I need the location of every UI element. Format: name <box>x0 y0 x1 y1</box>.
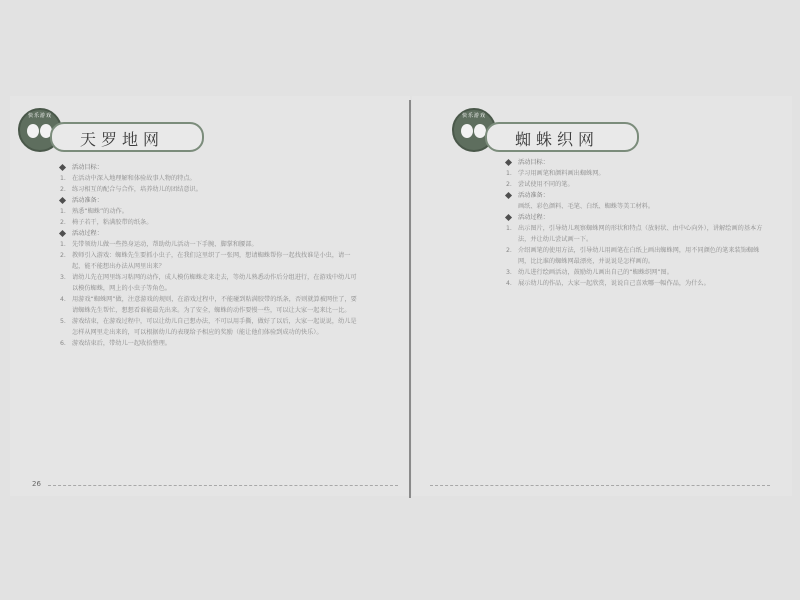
list-item-number: 1. <box>506 225 512 232</box>
section <box>506 157 768 190</box>
list-item-number: 1. <box>60 208 66 215</box>
right-page-content <box>506 157 768 289</box>
left-page-content <box>60 162 360 349</box>
list-item-text: 游戏结束，在游戏过程中，可以让幼儿自己想办法，不可以用手撕，做好了以后，大家一起说说，幼儿是怎样从网里走出来的，可以根据幼儿的表现给予相应的奖励（能让他们体验到成功的快乐）。 <box>72 318 357 336</box>
list-item-text: 先带领幼儿做一些热身运动，帮助幼儿活动一下手腕、脚掌和腰部。 <box>72 241 258 248</box>
section <box>506 190 768 212</box>
right-page-title: 蜘蛛织网 <box>515 130 600 149</box>
list-item-number: 2. <box>60 252 66 259</box>
section-text: 画纸、彩色颜料、毛笔、白纸、蜘蛛等美工材料。 <box>518 203 655 210</box>
list-item <box>506 179 768 190</box>
section-heading-text: 活动准备： <box>72 197 103 204</box>
book-gutter <box>409 100 411 498</box>
section-heading <box>60 162 360 173</box>
child-face-icon <box>27 124 39 138</box>
list-item-number: 1. <box>60 175 66 182</box>
list-item <box>60 316 360 338</box>
list-item <box>60 184 360 195</box>
section <box>60 228 360 349</box>
list-item-number: 2. <box>506 247 512 254</box>
section-heading <box>60 195 360 206</box>
list-item-text: 出示图片，引导幼儿观察蜘蛛网的形状和特点（放射状、由中心向外），讲解绘画的基本方法，并让幼儿尝试画一下。 <box>518 225 763 243</box>
list-item-number: 2. <box>506 181 512 188</box>
diamond-bullet-icon <box>505 192 512 199</box>
list-item-number: 2. <box>60 219 66 226</box>
badge-caption: 快乐游戏 <box>461 113 486 119</box>
list-item-number: 5. <box>60 318 66 325</box>
section <box>506 212 768 289</box>
list-item-number: 3. <box>60 274 66 281</box>
child-face-icon <box>461 124 473 138</box>
list-item <box>506 223 768 245</box>
left-title-banner <box>50 122 204 152</box>
list-item-number: 4. <box>506 280 512 287</box>
section <box>60 162 360 195</box>
left-page-title: 天罗地网 <box>80 130 165 149</box>
list-item <box>60 272 360 294</box>
list-item-number: 3. <box>506 269 512 276</box>
list-item-text: 在活动中深入地理解和体验故事人物的特点。 <box>72 175 196 182</box>
list-item <box>506 278 768 289</box>
list-item <box>60 239 360 250</box>
section-heading <box>506 157 768 168</box>
list-item-text: 游戏结束后，带幼儿一起收拾整理。 <box>72 340 171 347</box>
footer-divider <box>430 485 770 486</box>
list-item-text: 请幼儿先在网里练习粘网的动作，成人模仿蜘蛛走来走去，等幼儿熟悉动作后分组进行，在游戏中幼儿可以模仿蜘蛛，网上的小虫子等角色。 <box>72 274 357 292</box>
footer-divider <box>48 485 398 486</box>
section-heading-text: 活动准备： <box>518 192 549 199</box>
section-heading-text: 活动目标： <box>72 164 103 171</box>
list-item-number: 1. <box>60 241 66 248</box>
list-item-text: 用游戏“蜘蛛网”做，注意游戏的规则，在游戏过程中，不能碰到粘满胶带的纸条，否则就算被网住了，要请蜘蛛先生帮忙，想想看谁能最先出来。为了安全，蜘蛛的动作要慢一些，可以让大家一起来比一比。 <box>72 296 357 314</box>
section-heading <box>506 190 768 201</box>
list-item-text: 椅子若干，粘满胶带的纸条。 <box>72 219 153 226</box>
list-item-text: 介绍画笔的使用方法，引导幼儿用画笔在白纸上画出蜘蛛网，用不同颜色的笔来装饰蜘蛛网，比比谁的蜘蛛网最漂亮，并说说是怎样画的。 <box>518 247 760 265</box>
list-item <box>60 217 360 228</box>
diamond-bullet-icon <box>59 164 66 171</box>
list-item-number: 1. <box>506 170 512 177</box>
right-page <box>412 96 792 496</box>
section-heading <box>60 228 360 239</box>
badge-caption: 快乐游戏 <box>27 113 52 119</box>
page-number: 26 <box>32 480 41 488</box>
list-item <box>506 168 768 179</box>
diamond-bullet-icon <box>59 197 66 204</box>
section <box>60 195 360 228</box>
section-heading-text: 活动过程： <box>72 230 103 237</box>
list-item <box>60 206 360 217</box>
section-heading <box>506 212 768 223</box>
section-heading-text: 活动过程： <box>518 214 549 221</box>
list-item <box>506 267 768 278</box>
list-item-text: 练习相互的配合与合作，培养幼儿的团结意识。 <box>72 186 202 193</box>
list-item-text: 熟悉“蜘蛛”的动作。 <box>72 208 128 215</box>
list-item-text: 幼儿进行绘画活动，鼓励幼儿画出自己的“蜘蛛织网”图。 <box>518 269 673 276</box>
list-item <box>60 294 360 316</box>
list-item-text: 尝试使用不同的笔。 <box>518 181 574 188</box>
list-item-text: 学习用画笔和颜料画出蜘蛛网。 <box>518 170 605 177</box>
diamond-bullet-icon <box>505 159 512 166</box>
list-item-number: 6. <box>60 340 66 347</box>
section-heading-text: 活动目标： <box>518 159 549 166</box>
right-title-banner <box>485 122 639 152</box>
list-item <box>506 245 768 267</box>
list-item-text: 展示幼儿的作品，大家一起欣赏，说说自己喜欢哪一幅作品，为什么。 <box>518 280 710 287</box>
list-item-text: 教师引入游戏：蜘蛛先生要抓小虫子，在我们这里织了一张网，想请蜘蛛帮你一起找找谁是小虫，请一起，能不能想出办法从网里出来？ <box>72 252 351 270</box>
list-item <box>60 173 360 184</box>
list-item <box>60 250 360 272</box>
list-item-number: 4. <box>60 296 66 303</box>
list-item <box>60 338 360 349</box>
list-item-number: 2. <box>60 186 66 193</box>
diamond-bullet-icon <box>59 230 66 237</box>
diamond-bullet-icon <box>505 214 512 221</box>
